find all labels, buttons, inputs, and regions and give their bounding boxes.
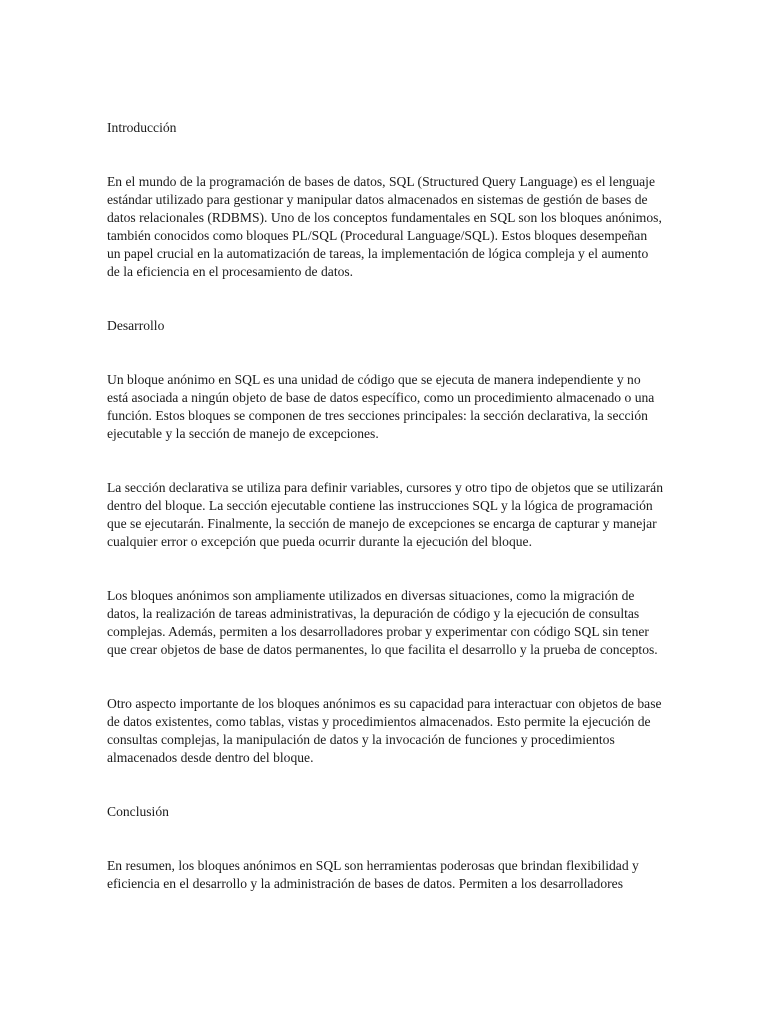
heading-introduccion: Introducción: [107, 120, 177, 135]
spacer: [107, 137, 663, 173]
spacer: [107, 335, 663, 371]
paragraph-intro-1: En el mundo de la programación de bases de datos, SQL (Structured Query Language) es el lenguaje estándar utilizado para gestionar y manipular datos almacenados en sistemas de gestión de bases de datos relacionales (RDBMS). Uno de los conceptos fundamentales en SQL son los bloques anónimos, también conocidos como bloques PL/SQL (Procedural Language/SQL). Estos bloques desempeñan un papel crucial en la automatización de tareas, la implementación de lógica compleja y el aumento de la eficiencia en el procesamiento de datos.: [107, 174, 662, 279]
heading-conclusion: Conclusión: [107, 804, 169, 819]
spacer: [107, 659, 663, 695]
spacer: [107, 551, 663, 587]
paragraph-desarrollo-1: Un bloque anónimo en SQL es una unidad de código que se ejecuta de manera independiente y no está asociada a ningún objeto de base de datos específico, como un procedimiento almacenado o una función. Estos bloques se componen de tres secciones principales: la sección declarativa, la sección ejecutable y la sección de manejo de excepciones.: [107, 372, 655, 441]
paragraph-desarrollo-2: La sección declarativa se utiliza para definir variables, cursores y otro tipo de objetos que se utilizarán dentro del bloque. La sección ejecutable contiene las instrucciones SQL y la lógica de programación que se ejecutarán. Finalmente, la sección de manejo de excepciones se encarga de capturar y manejar cualquier error o excepción que pueda ocurrir durante la ejecución del bloque.: [107, 480, 663, 549]
document-page: [107, 119, 663, 893]
paragraph-desarrollo-3: Los bloques anónimos son ampliamente utilizados en diversas situaciones, como la migración de datos, la realización de tareas administrativas, la depuración de código y la ejecución de consultas complejas. Además, permiten a los desarrolladores probar y experimentar con código SQL sin tener que crear objetos de base de datos permanentes, lo que facilita el desarrollo y la prueba de conceptos.: [107, 588, 658, 657]
paragraph-desarrollo-4: Otro aspecto importante de los bloques anónimos es su capacidad para interactuar con objetos de base de datos existentes, como tablas, vistas y procedimientos almacenados. Esto permite la ejecución de consultas complejas, la manipulación de datos y la invocación de funciones y procedimientos almacenados desde dentro del bloque.: [107, 696, 662, 765]
paragraph-conclusion-1: En resumen, los bloques anónimos en SQL son herramientas poderosas que brindan flexibilidad y eficiencia en el desarrollo y la administración de bases de datos. Permiten a los desarrolladores: [107, 858, 639, 891]
spacer: [107, 821, 663, 857]
spacer: [107, 281, 663, 317]
spacer: [107, 767, 663, 803]
heading-desarrollo: Desarrollo: [107, 318, 165, 333]
spacer: [107, 443, 663, 479]
